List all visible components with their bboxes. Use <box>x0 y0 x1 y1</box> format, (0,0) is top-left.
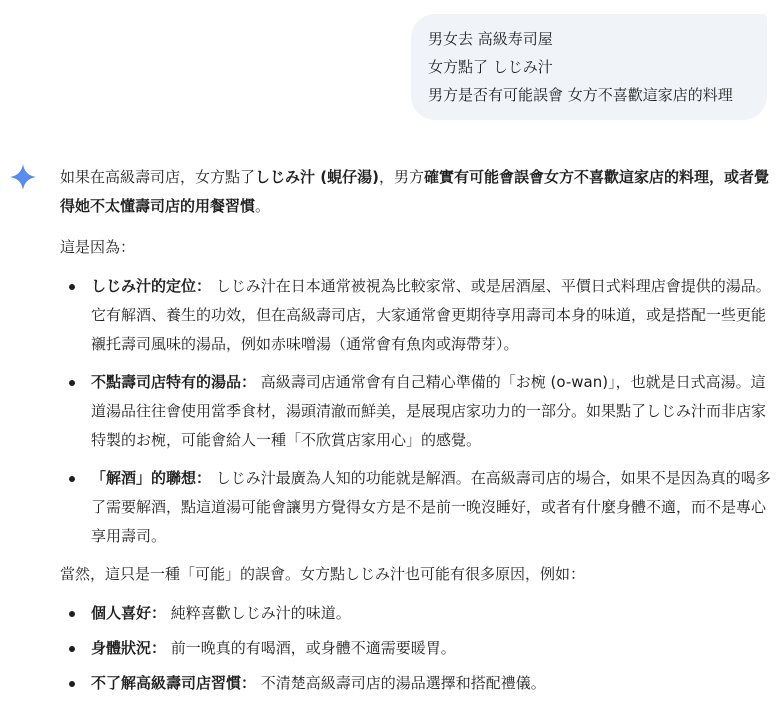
other-reason-text: 不清楚高級壽司店的湯品選擇和搭配禮儀。 <box>256 674 546 692</box>
reason-text: 高級壽司店通常會有自己精心準備的「お椀 (o-wan)」，也就是日式高湯。這道湯品往往會使用當季食材，湯頭清澈而鮮美，是展現店家功力的一部分。如果點了しじみ汁而非店家特製的お椀，可能會給人一種「不欣賞店家用心」的感覺。 <box>91 373 767 449</box>
other-reason-title: 身體狀況： <box>91 639 167 657</box>
reason-title: しじみ汁的定位： <box>91 277 212 295</box>
user-message-line: 女方點了 しじみ汁 <box>428 58 553 76</box>
other-reason-title: 個人喜好： <box>91 604 167 622</box>
other-reason-item <box>60 599 772 628</box>
reason-lead: 這是因為： <box>60 238 136 256</box>
other-reasons-lead: 當然，這只是一種「可能」的誤會。女方點しじみ汁也可能有很多原因，例如： <box>60 565 586 583</box>
assistant-response <box>60 163 772 704</box>
reason-text: しじみ汁最廣為人知的功能就是解酒。在高級壽司店的場合，如果不是因為真的喝多了需要解酒，點這道湯可能會讓男方覺得女方是不是前一晚沒睡好，或者有什麼身體不適，而不是專心享用壽司。 <box>91 469 771 545</box>
other-reason-text: 前一晚真的有喝酒，或身體不適需要暖胃。 <box>166 639 456 657</box>
intro-bold-conclusion: 確實有可能會誤會女方不喜歡這家店的料理，或者覺得她不太懂壽司店的用餐習慣 <box>60 168 769 215</box>
reason-title: 「解酒」的聯想： <box>91 469 212 487</box>
intro-text: 如果在高級壽司店，女方點了 <box>60 168 256 186</box>
other-reason-item <box>60 669 772 698</box>
reason-item <box>60 464 772 551</box>
intro-text: ，男方 <box>378 168 424 186</box>
reason-item <box>60 368 772 455</box>
other-reason-text: 純粹喜歡しじみ汁的味道。 <box>166 604 351 622</box>
reason-list <box>60 272 772 551</box>
intro-bold-soup: しじみ汁 (蜆仔湯) <box>255 168 379 186</box>
reason-title: 不點壽司店特有的湯品： <box>91 373 257 391</box>
intro-text: 。 <box>255 197 271 215</box>
user-message-bubble <box>411 14 767 120</box>
reason-item <box>60 272 772 359</box>
gemini-sparkle-icon <box>9 163 37 191</box>
other-reason-item <box>60 634 772 663</box>
response-intro <box>60 163 772 221</box>
other-reason-title: 不了解高級壽司店習慣： <box>91 674 257 692</box>
user-message-line: 男女去 高級寿司屋 <box>428 30 553 48</box>
user-message-line: 男方是否有可能誤會 女方不喜歡這家店的料理 <box>428 86 733 104</box>
other-reasons-list <box>60 599 772 698</box>
reason-text: しじみ汁在日本通常被視為比較家常、或是居酒屋、平價日式料理店會提供的湯品。它有解酒、養生的功效，但在高級壽司店，大家通常會更期待享用壽司本身的味道，或是搭配一些更能襯托壽司風味的湯品，例如赤味噌湯（通常會有魚肉或海帶芽）。 <box>91 277 771 353</box>
